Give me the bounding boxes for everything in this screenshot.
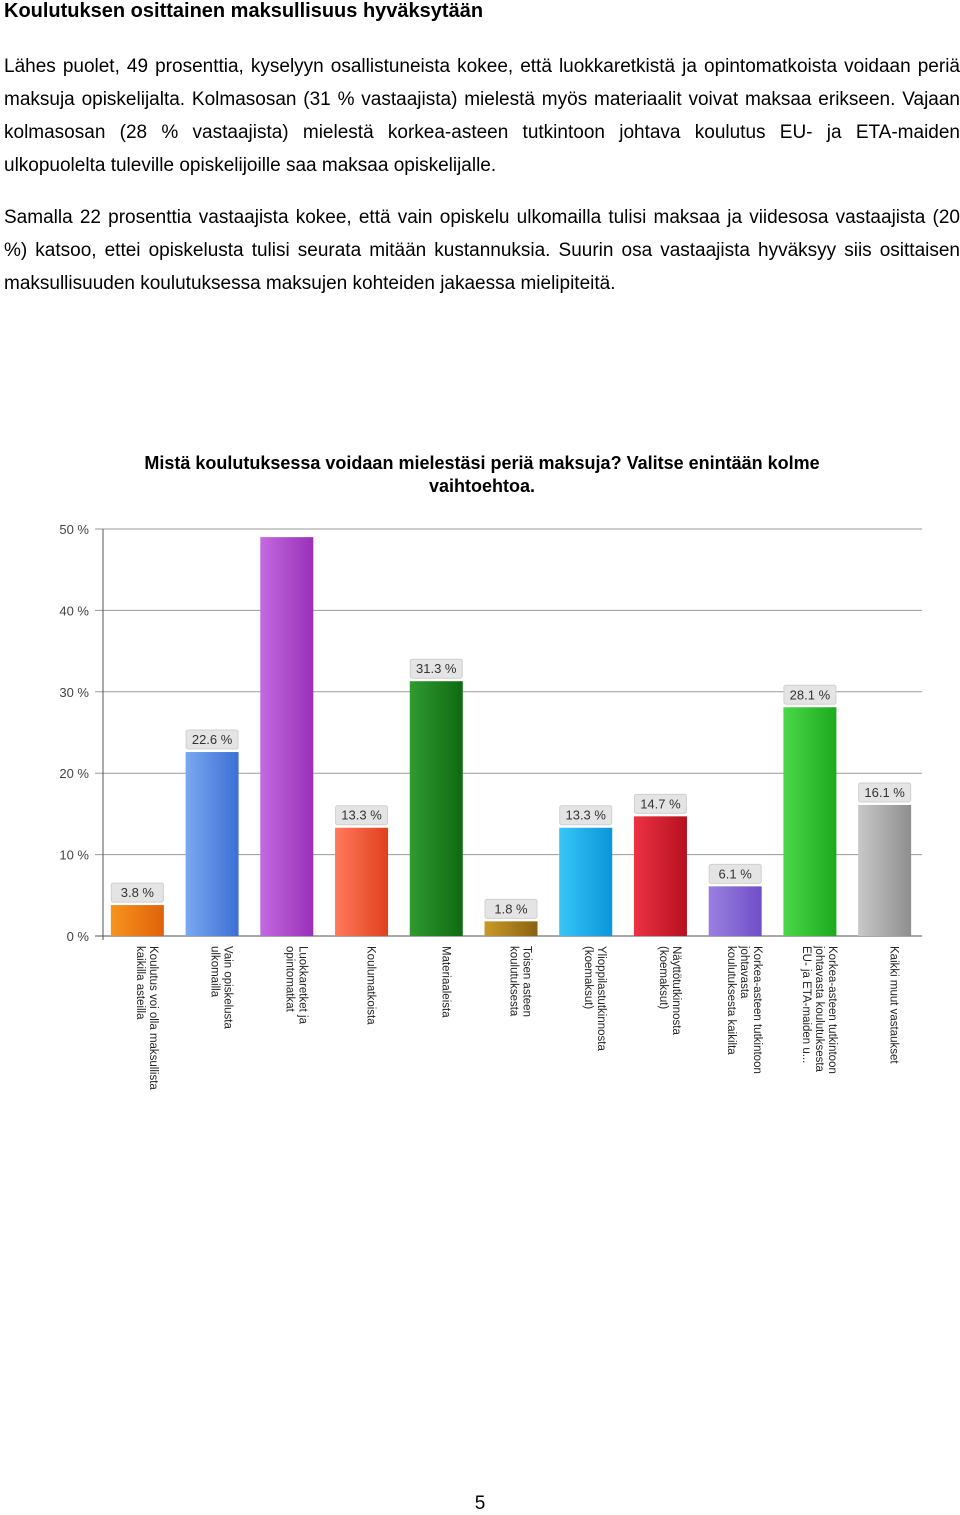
value-label: 6.1 % (718, 866, 752, 882)
y-tick-label: 10 % (59, 847, 89, 863)
y-tick-label: 20 % (59, 766, 89, 782)
bar (709, 886, 762, 936)
category-label: Toisen asteenkoulutuksesta (507, 946, 533, 1017)
bar (783, 707, 836, 936)
value-label: 31.3 % (416, 661, 457, 677)
bar (186, 752, 239, 936)
category-label: Korkea-asteen tutkintoonjohtavastakoulutuksesta kaikilta (725, 946, 764, 1074)
category-label: Kaikki muut vastaukset (887, 946, 900, 1064)
value-label: 13.3 % (341, 807, 382, 823)
value-label: 13.3 % (565, 807, 606, 823)
bar (634, 816, 687, 936)
y-tick-label: 0 % (66, 929, 89, 944)
category-label: Materiaaleista (439, 946, 452, 1018)
value-label: 1.8 % (494, 901, 528, 917)
bar (335, 828, 388, 936)
category-label: Näyttötutkinnosta(koemaksut) (656, 946, 682, 1035)
value-label: 14.7 % (640, 796, 681, 812)
bar (260, 537, 313, 936)
category-label: Korkea-asteen tutkintoonjohtavasta koulutuksestaEU- ja ETA-maiden u... (799, 946, 838, 1074)
value-label: 16.1 % (864, 784, 905, 800)
bar (485, 921, 538, 936)
paragraph-2: Samalla 22 prosenttia vastaajista kokee, että vain opiskelu ulkomailla tulisi maksaa ja viidesosa vastaajista (20 %) katsoo, ettei opiskelusta tulisi seurata mitään kustannuksia. Suurin osa vastaajista hyväksyy siis osittaisen maksullisuuden koulutuksessa maksujen kohteiden jakaessa mielipiteitä. (4, 207, 960, 294)
y-tick-label: 30 % (59, 684, 89, 700)
chart-title-line-2: vaihtoehtoa. (428, 476, 536, 496)
bar (111, 905, 164, 936)
y-tick-label: 50 % (59, 522, 89, 537)
bar-chart (0, 440, 960, 1120)
category-label: Vain opiskelustaulkomailla (208, 946, 234, 1029)
bar (410, 681, 463, 936)
chart-title-line-1: Mistä koulutuksessa voidaan mielestäsi periä maksuja? Valitse enintään kolme (144, 453, 820, 473)
page-heading: Koulutuksen osittainen maksullisuus hyväksytään (4, 0, 484, 22)
value-label: 3.8 % (120, 885, 154, 901)
category-label: Koulumatkoista (364, 946, 377, 1025)
page-number: 5 (474, 1493, 486, 1514)
y-tick-label: 40 % (59, 603, 89, 619)
category-label: Koulutus voi olla maksullistakaikilla asteilla (133, 946, 159, 1090)
bar (559, 828, 612, 936)
bar (858, 805, 911, 936)
paragraph-1: Lähes puolet, 49 prosenttia, kyselyyn osallistuneista kokee, että luokkaretkistä ja opintomatkoista voidaan periä maksuja opiskelijalta. Kolmasosan (31 % vastaajista) mielestä myös materiaalit voivat maksaa erikseen. Vajaan kolmasosan (28 % vastaajista) mielestä korkea-asteen tutkintoon johtava koulutus EU- ja ETA-maiden ulkopuolelta tuleville opiskelijoille saa maksaa opiskelijalle. (4, 56, 960, 176)
value-label: 28.1 % (789, 687, 831, 703)
category-label: Luokkaretket jaopintomatkat (283, 946, 309, 1024)
category-label: Ylioppilastutkinnosta(koemaksut) (582, 946, 608, 1051)
category-labels (134, 945, 900, 1090)
value-label: 22.6 % (191, 732, 233, 748)
